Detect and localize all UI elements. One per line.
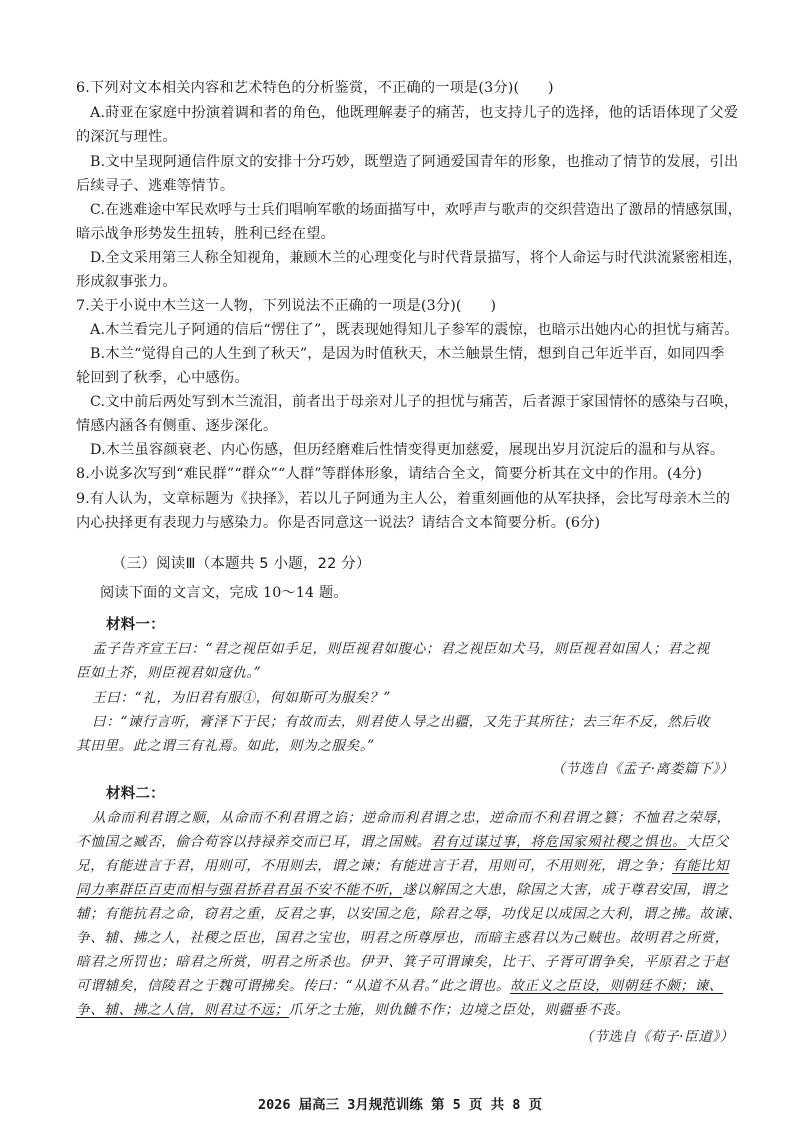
q6-option-a: A.莳亚在家庭中扮演着调和者的角色，他既理解妻子的痛苦，也支持儿子的选择，他的话语体现了父爱 — [90, 105, 739, 121]
underlined-sentence: 故正义之臣设，则朝廷不颇；谏、 — [510, 978, 724, 994]
q6-option-d: D.全文采用第三人称全知视角，兼顾木兰的心理变化与时代背景描写，将个人命运与时代洪流紧密相连， — [90, 250, 743, 266]
q8-stem: 8.小说多次写到“难民群”“群众”“人群”等群体形象，请结合全文，简要分析其在文中的作用。(4分) — [76, 466, 703, 482]
material-one-source: （节选自《孟子·离娄篇下》） — [551, 761, 734, 777]
q6-option-c: C.在逃难途中军民欢呼与士兵们唱响军歌的场面描写中，欢呼声与歌声的交织营造出了激昂的情感氛围， — [90, 202, 742, 218]
underlined-sentence: 君有过谋过事，将危国家殒社稷之惧也。 — [430, 834, 687, 850]
q7-option-c: C.文中前后两处写到木兰流泪，前者出于母亲对儿子的担忧与痛苦，后者源于家国情怀的感染与召唤， — [90, 394, 739, 410]
q7-option-c-cont: 情感内涵各有侧重、逐步深化。 — [76, 418, 278, 434]
material-two-line: 从命而利君谓之顺，从命而不利君谓之谄；逆命而利君谓之忠，逆命而不利君谓之篡；不恤君之荣辱， — [92, 810, 731, 826]
material-one-line: 臣如土芥，则臣视君如寇仇。” — [76, 665, 262, 681]
section-instruction: 阅读下面的文言文，完成 10～14 题。 — [100, 585, 348, 601]
q6-option-c-cont: 暗示战争形势发生扭转，胜利已经在望。 — [76, 226, 335, 242]
material-two-line: 不恤国之臧否，偷合苟容以持禄养交而已耳，谓之国贼。君有过谋过事，将危国家殒社稷之惧也。大臣父 — [76, 834, 729, 850]
q9-stem-cont: 内心抉择更有表现力与感染力。你是否同意这一说法？请结合文本简要分析。(6分) — [76, 515, 601, 531]
q6-option-b: B.文中呈现阿通信件原文的安排十分巧妙，既塑造了阿通爱国青年的形象，也推动了情节的发展，引出 — [90, 154, 739, 170]
q7-option-a: A.木兰看完儿子阿通的信后“愣住了”，既表现她得知儿子参军的震惊，也暗示出她内心的担忧与痛苦。 — [90, 322, 739, 338]
section-title: （三）阅读Ⅲ（本题共 5 小题，22 分） — [112, 556, 371, 572]
material-two-label: 材料二： — [106, 786, 165, 802]
material-two-line: 暗君之所罚也；暗君之所赏，明君之所杀也。伊尹、箕子可谓谏矣，比干、子胥可谓争矣，平原君之于赵 — [76, 954, 729, 970]
material-two-source: （节选自《荀子·臣道》） — [579, 1029, 734, 1045]
material-one-line: 其田里。此之谓三有礼焉。如此，则为之服矣。” — [76, 738, 375, 754]
q7-stem: 7.关于小说中木兰这一人物，下列说法不正确的一项是(3分)( ) — [76, 298, 497, 314]
material-two-line: 同力率群臣百吏而相与强君挢君君虽不安不能不听，遂以解国之大患，除国之大害，成于尊君安国，谓之 — [76, 882, 729, 898]
material-two-line: 争、辅、拂之人信，则君过不远；爪牙之士施，则仇雠不作；边境之臣处，则疆垂不丧。 — [76, 1002, 630, 1018]
q6-stem: 6.下列对文本相关内容和艺术特色的分析鉴赏，不正确的一项是(3分)( ) — [76, 80, 554, 96]
q7-option-b-cont: 轮回到了秋季，心中感伤。 — [76, 370, 249, 386]
material-one-line: 曰：“谏行言听，膏泽下于民；有故而去，则君使人导之出疆，又先于其所往；去三年不反，然后收 — [92, 714, 710, 730]
underlined-sentence: 争、辅、拂之人信，则君过不远； — [76, 1002, 289, 1018]
material-one-line: 王曰：“礼，为旧君有服①，何如斯可为服矣？” — [92, 690, 391, 706]
material-two-line: 兄，有能进言于君，用则可，不用则去，谓之谏；有能进言于君，用则可，不用则死，谓之争；有能比知 — [76, 858, 729, 874]
material-two-line: 辅；有能抗君之命，窃君之重，反君之事，以安国之危，除君之辱，功伐足以成国之大利，谓之拂。故谏、 — [76, 906, 742, 922]
q6-option-d-cont: 形成叙事张力。 — [76, 274, 177, 290]
material-two-line: 可谓辅矣，信陵君之于魏可谓拂矣。传曰：“从道不从君。”此之谓也。故正义之臣设，则朝廷不颇；谏、 — [76, 978, 724, 994]
underlined-sentence: 有能比知 — [672, 858, 729, 874]
underlined-sentence: 同力率群臣百吏而相与强君挢君君虽不安不能不听， — [76, 882, 403, 898]
q9-stem: 9.有人认为，文章标题为《抉择》，若以儿子阿通为主人公，着重刻画他的从军抉择，会比写母亲木兰的 — [76, 491, 731, 507]
q6-option-a-cont: 的深沉与理性。 — [76, 129, 177, 145]
material-one-line: 孟子告齐宣王曰：“君之视臣如手足，则臣视君如腹心；君之视臣如犬马，则臣视君如国人；君之视 — [92, 641, 710, 657]
page-footer: 2026 届高三 3月规范训练 第 5 页 共 8 页 — [258, 1097, 542, 1113]
material-one-label: 材料一： — [106, 617, 165, 633]
material-two-line: 争、辅、拂之人，社稷之臣也，国君之宝也，明君之所尊厚也，而暗主惑君以为己贼也。故明君之所赏， — [76, 930, 729, 946]
q7-option-d: D.木兰虽容颜衰老、内心伤感，但历经磨难后性情变得更加慈爱，展现出岁月沉淀后的温和与从容。 — [90, 442, 725, 458]
q6-option-b-cont: 后续寻子、逃难等情节。 — [76, 178, 235, 194]
q7-option-b: B.木兰“觉得自己的人生到了秋天”，是因为时值秋天，木兰触景生情，想到自己年近半百，如同四季 — [90, 346, 725, 362]
